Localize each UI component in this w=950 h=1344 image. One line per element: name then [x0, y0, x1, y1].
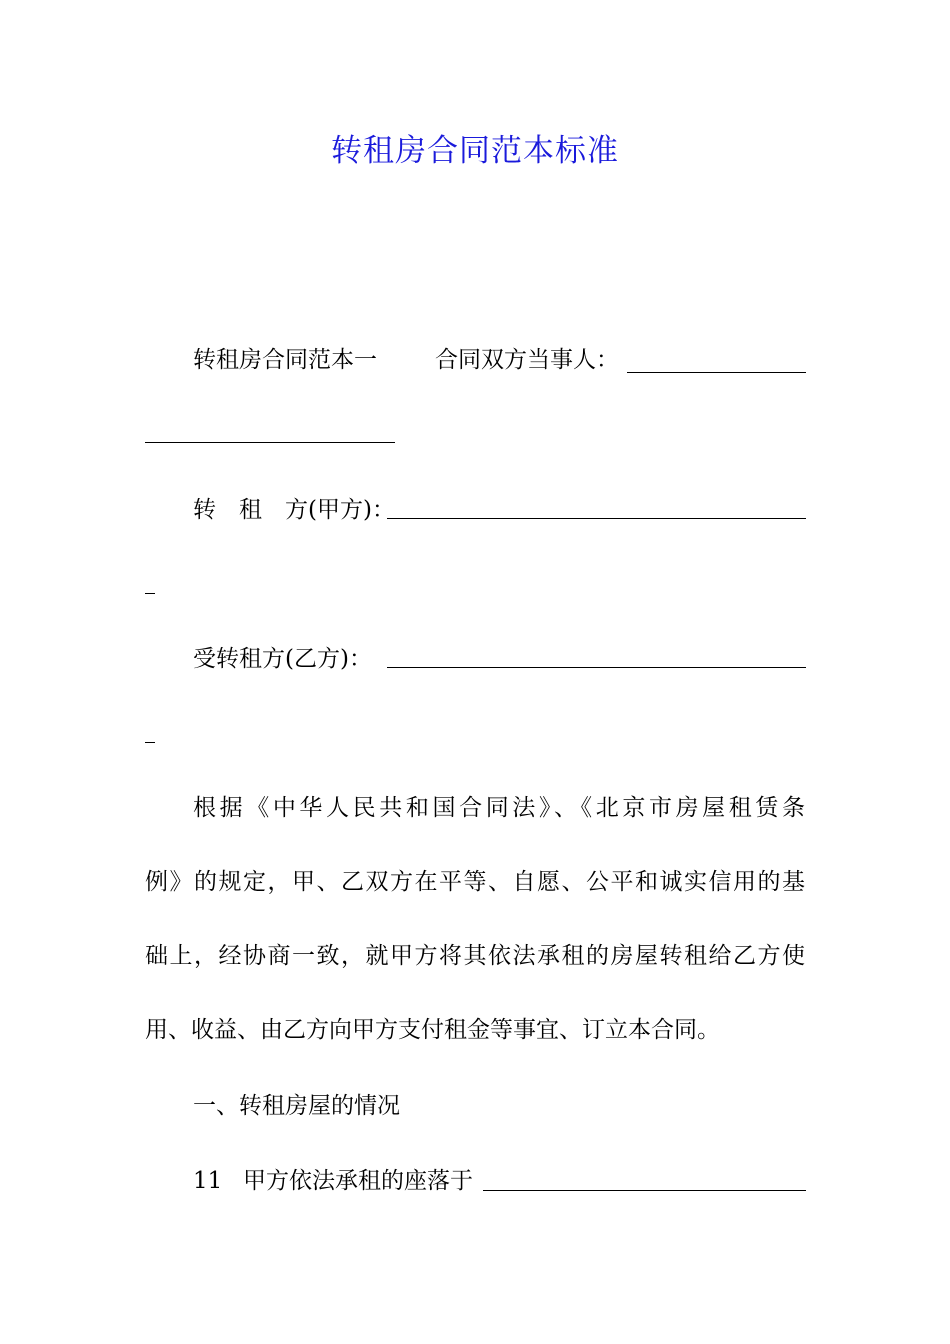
preamble-line-3: 础上，经协商一致，就甲方将其依法承租的房屋转租给乙方使 — [145, 943, 805, 969]
sublessee-blank-2 — [145, 742, 155, 743]
sublessor-blank-2 — [145, 593, 155, 594]
parties-blank-1 — [627, 372, 806, 373]
parties-line — [435, 344, 619, 376]
sublessor-line — [193, 494, 395, 526]
section-heading: 一、转租房屋的情况 — [193, 1093, 400, 1119]
parties-label: 合同双方当事人： — [435, 347, 619, 373]
document-title: 转租房合同范本标准 — [331, 133, 619, 169]
clause-number: 11 — [193, 1168, 223, 1194]
preamble-line-4: 用、收益、由乙方向甲方支付租金等事宜、订立本合同。 — [145, 1017, 720, 1043]
intro-line — [193, 344, 377, 376]
parties-blank-2 — [145, 442, 395, 443]
sublessor-label: 转 租 方(甲方)： — [193, 497, 395, 523]
sublessee-line — [193, 643, 372, 675]
sublessee-blank-1 — [387, 667, 806, 668]
clause-address-blank — [483, 1190, 806, 1191]
contract-version-label: 转租房合同范本一 — [193, 347, 377, 373]
clause-text: 甲方依法承租的座落于 — [243, 1168, 473, 1194]
preamble-line-1: 根据《中华人民共和国合同法》、《北京市房屋租赁条 — [193, 795, 805, 821]
sublessee-label: 受转租方(乙方)： — [193, 646, 372, 672]
preamble-line-2: 例》的规定，甲、乙双方在平等、自愿、公平和诚实信用的基 — [145, 869, 805, 895]
sublessor-blank-1 — [387, 518, 806, 519]
